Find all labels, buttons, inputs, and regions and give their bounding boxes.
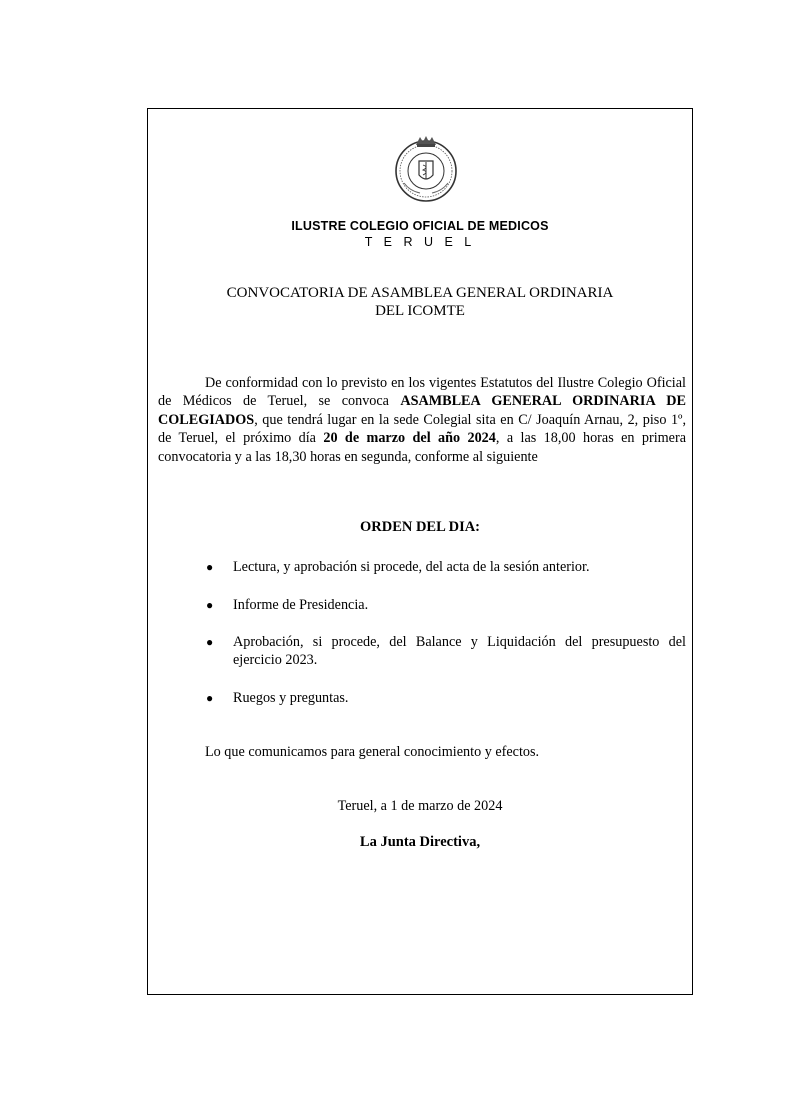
- agenda-item-text: Lectura, y aprobación si procede, del acta de la sesión anterior.: [233, 559, 590, 575]
- paragraph-text-1: De conformidad con lo previsto en los vigentes Estatutos del Ilustre Colegio Oficial de Médicos de Teruel, se convoca: [158, 375, 686, 410]
- paragraph-bold-date: 20 de marzo del año 2024: [323, 430, 496, 447]
- document-frame: [147, 108, 693, 995]
- bullet-icon: ●: [206, 635, 214, 649]
- organization-name: ILUSTRE COLEGIO OFICIAL DE MEDICOS: [291, 219, 549, 233]
- closing-statement: Lo que comunicamos para general conocimiento y efectos.: [205, 744, 540, 760]
- agenda-item: [206, 633, 686, 670]
- convocation-paragraph: [158, 374, 686, 466]
- paragraph-text-2: , que tendrá lugar en la sede Colegial sita en C/ Joaquín Arnau, 2, piso 1º, de Teruel, el próximo día: [158, 411, 686, 447]
- document-title-line1: CONVOCATORIA DE ASAMBLEA GENERAL ORDINARIA: [226, 285, 614, 301]
- signature: La Junta Directiva,: [359, 834, 481, 850]
- document-title-line2: DEL ICOMTE: [375, 303, 465, 319]
- bullet-icon: ●: [206, 598, 214, 612]
- agenda-item-text: Ruegos y preguntas.: [233, 690, 349, 706]
- paragraph-text-3: , a las 18,00 horas en primera convocatoria y a las 18,30 horas en segunda, conforme al siguiente: [158, 430, 687, 465]
- agenda-item-text: Informe de Presidencia.: [233, 597, 369, 613]
- agenda-heading: ORDEN DEL DIA:: [359, 519, 481, 535]
- bullet-icon: ●: [206, 691, 214, 705]
- agenda-item: [206, 689, 686, 707]
- agenda-item: [206, 558, 686, 576]
- agenda-item-text: Aprobación, si procede, del Balance y Liquidación del presupuesto del ejercicio 2023.: [233, 634, 686, 669]
- college-seal-logo: [390, 133, 462, 205]
- bullet-icon: ●: [206, 560, 214, 574]
- agenda-item: [206, 596, 686, 614]
- paragraph-bold-assembly: ASAMBLEA GENERAL ORDINARIA DE COLEGIADOS: [158, 393, 686, 428]
- organization-city: T E R U E L: [364, 235, 476, 249]
- place-and-date: Teruel, a 1 de marzo de 2024: [337, 798, 503, 814]
